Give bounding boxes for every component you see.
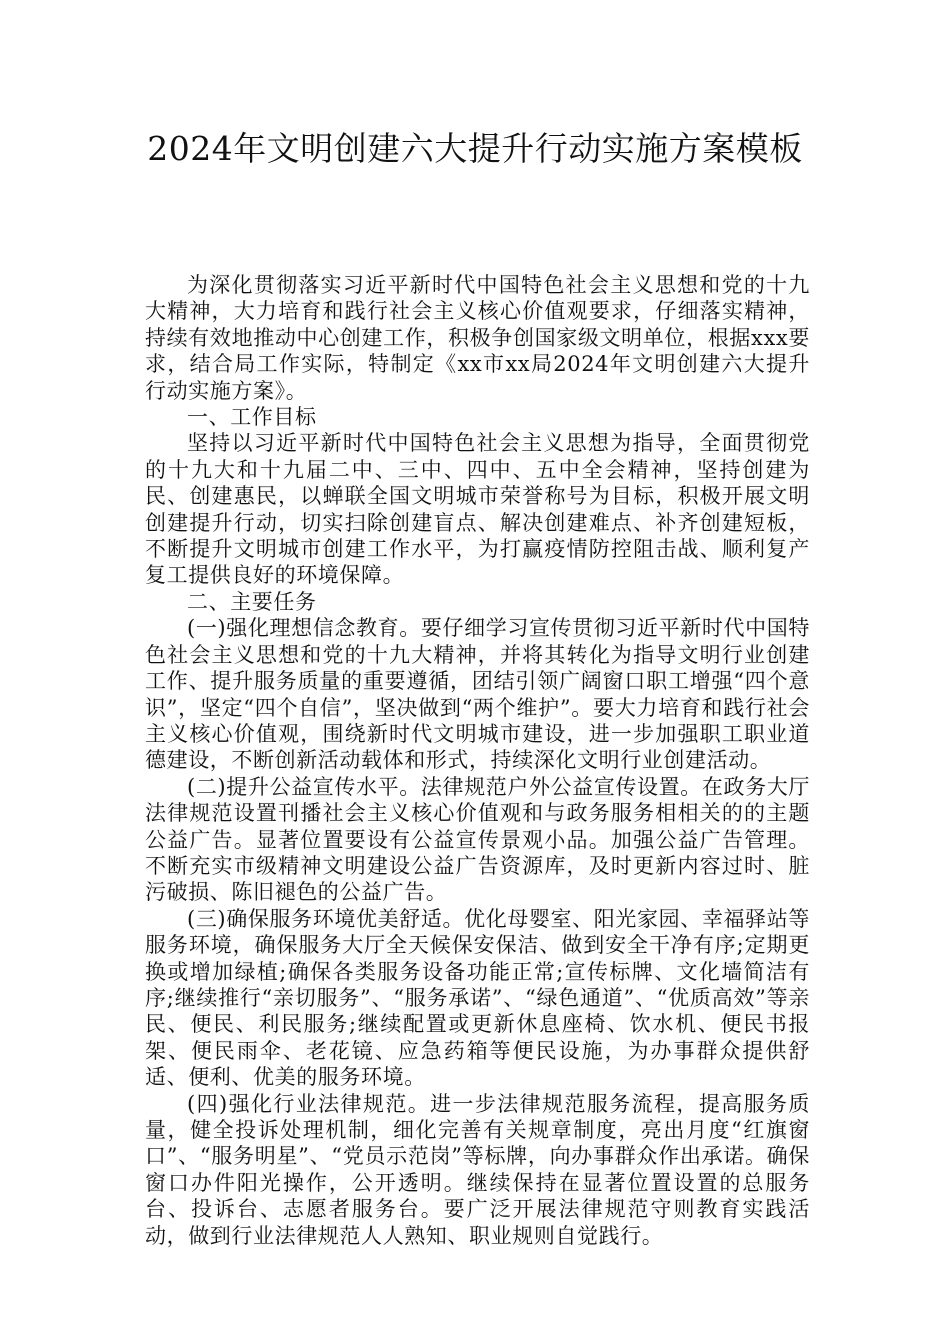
section-heading-tasks: 二、主要任务 (187, 589, 317, 614)
task-paragraph-2: (二)提升公益宣传水平。法律规范户外公益宣传设置。在政务大厅法律规范设置刊播社会主义核心价值观和与政务服务相相关的的主题公益广告。显著位置要设有公益宣传景观小品。加强公益广告管理。不断充实市级精神文明建设公益广告资源库，及时更新内容过时、脏污破损、陈旧褪色的公益广告。 (145, 774, 810, 905)
goals-paragraph: 坚持以习近平新时代中国特色社会主义思想为指导，全面贯彻党的十九大和十九届二中、三中、四中、五中全会精神，坚持创建为民、创建惠民，以蝉联全国文明城市荣誉称号为目标，积极开展文明创建提升行动，切实扫除创建盲点、解决创建难点、补齐创建短板，不断提升文明城市创建工作水平，为打赢疫情防控阻击战、顺利复产复工提供良好的环境保障。 (145, 431, 810, 588)
intro-paragraph: 为深化贯彻落实习近平新时代中国特色社会主义思想和党的十九大精神，大力培育和践行社会主义核心价值观要求，仔细落实精神，持续有效地推动中心创建工作，积极争创国家级文明单位，根据xxx要求，结合局工作实际，特制定《xx市xx局2024年文明创建六大提升行动实施方案》。 (145, 273, 810, 403)
task-paragraph-4: (四)强化行业法律规范。进一步法律规范服务流程，提高服务质量，健全投诉处理机制，细化完善有关规章制度，亮出月度“红旗窗口”、“服务明星”、“党员示范岗”等标牌，向办事群众作出承诺。确保窗口办件阳光操作，公开透明。继续保持在显著位置设置的总服务台、投诉台、志愿者服务台。要广泛开展法律规范守则教育实践活动，做到行业法律规范人人熟知、职业规则自觉践行。 (145, 1091, 810, 1248)
task-paragraph-1: (一)强化理想信念教育。要仔细学习宣传贯彻习近平新时代中国特色社会主义思想和党的十九大精神，并将其转化为指导文明行业创建工作、提升服务质量的重要遵循，团结引领广阔窗口职工增强“四个意识”，坚定“四个自信”，坚决做到“两个维护”。要大力培育和践行社会主义核心价值观，围绕新时代文明城市建设，进一步加强职工职业道德建设，不断创新活动载体和形式，持续深化文明行业创建活动。 (145, 616, 810, 773)
section-heading-goals: 一、工作目标 (187, 405, 317, 430)
document-body (145, 272, 810, 1249)
document-title: 2024年文明创建六大提升行动实施方案模板 (147, 129, 803, 168)
task-paragraph-3: (三)确保服务环境优美舒适。优化母婴室、阳光家园、幸福驿站等服务环境，确保服务大厅全天候保安保洁、做到安全干净有序;定期更换或增加绿植;确保各类服务设备功能正常;宣传标牌、文化墙简洁有序;继续推行“亲切服务”、“服务承诺”、“绿色通道”、“优质高效”等亲民、便民、利民服务;继续配置或更新休息座椅、饮水机、便民书报架、便民雨伞、老花镜、应急药箱等便民设施，为办事群众提供舒适、便利、优美的服务环境。 (145, 906, 810, 1090)
